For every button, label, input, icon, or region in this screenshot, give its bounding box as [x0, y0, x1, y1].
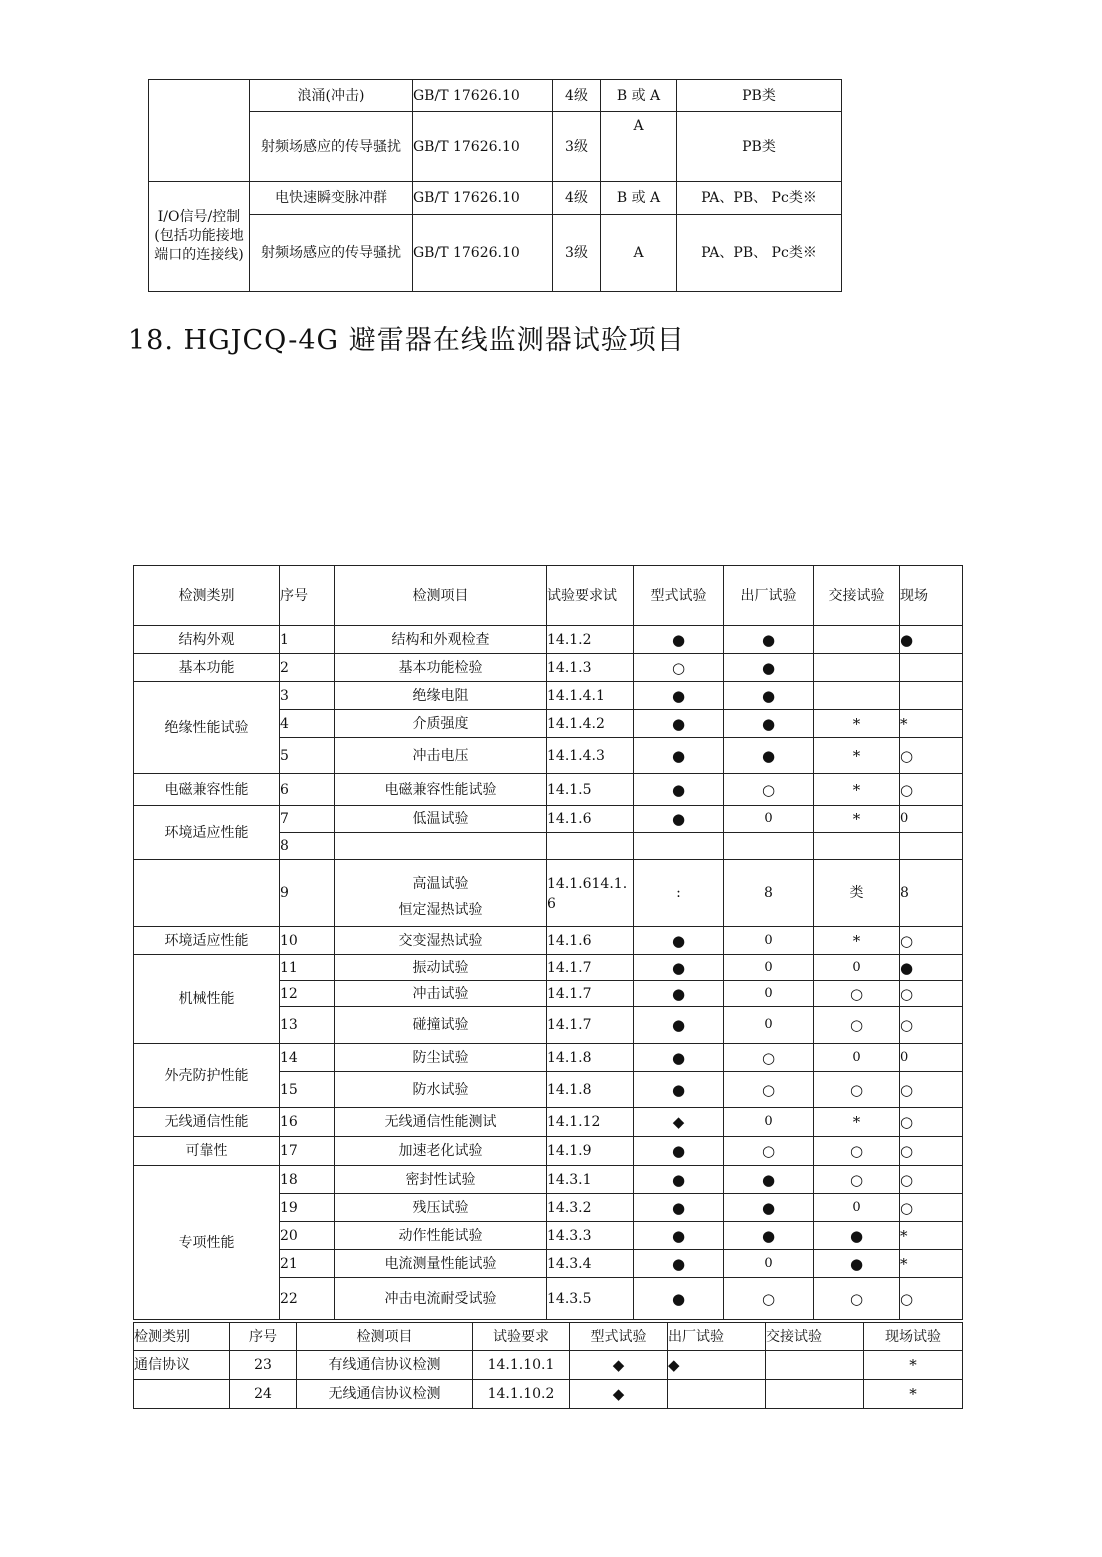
- req-cell: 14.1.7: [547, 955, 634, 981]
- item-cell: [335, 833, 547, 860]
- factory-cell: [724, 833, 814, 860]
- item-cell: 结构和外观检查: [335, 626, 547, 654]
- handover-cell: [814, 654, 900, 682]
- category-cell: 可靠性: [134, 1137, 280, 1166]
- item-cell: 无线通信协议检测: [297, 1380, 473, 1409]
- table-row: [134, 955, 963, 981]
- type-cell: ●: [634, 1166, 724, 1194]
- field-cell: ○: [900, 1278, 963, 1320]
- table-row: [134, 927, 963, 955]
- type-cell: ●: [634, 774, 724, 806]
- item-cell: 防水试验: [335, 1072, 547, 1108]
- req-cell: 14.1.8: [547, 1072, 634, 1108]
- field-cell: ○: [900, 1194, 963, 1222]
- req-cell: [547, 833, 634, 860]
- item-cell: 低温试验: [335, 806, 547, 833]
- factory-cell: ○: [724, 774, 814, 806]
- field-cell: ○: [900, 1166, 963, 1194]
- item-cell: 防尘试验: [335, 1044, 547, 1072]
- handover-cell: *: [814, 710, 900, 738]
- factory-cell: 0: [724, 1250, 814, 1278]
- class-cell: PB类: [677, 80, 842, 112]
- header-field: 现场: [900, 566, 963, 626]
- table-header-row: [134, 1323, 963, 1351]
- req-cell: 14.1.9: [547, 1137, 634, 1166]
- req-cell: 14.1.10.2: [473, 1380, 570, 1409]
- table-row: [134, 774, 963, 806]
- table-row: [134, 654, 963, 682]
- type-cell: ●: [634, 981, 724, 1007]
- item-cell: 介质强度: [335, 710, 547, 738]
- no-cell: 16: [280, 1108, 335, 1137]
- item-cell: 射频场感应的传导骚扰: [250, 112, 413, 182]
- type-cell: ●: [634, 927, 724, 955]
- factory-cell: ●: [724, 738, 814, 774]
- category-cell: 专项性能: [134, 1166, 280, 1320]
- table-row: [134, 626, 963, 654]
- req-cell: 14.1.12: [547, 1108, 634, 1137]
- no-cell: 23: [230, 1351, 297, 1380]
- level-cell: 3级: [553, 112, 601, 182]
- level-cell: 3级: [553, 215, 601, 292]
- req-cell: 14.1.4.1: [547, 682, 634, 710]
- factory-cell: ○: [724, 1137, 814, 1166]
- header-handover: 交接试验: [814, 566, 900, 626]
- handover-cell: ○: [814, 1072, 900, 1108]
- item-line-2: 恒定湿热试验: [398, 902, 483, 918]
- factory-cell: 0: [724, 927, 814, 955]
- no-cell: 20: [280, 1222, 335, 1250]
- item-cell: 电流测量性能试验: [335, 1250, 547, 1278]
- handover-cell: [814, 682, 900, 710]
- port-cell: [149, 80, 250, 182]
- factory-cell: 0: [724, 1007, 814, 1044]
- handover-cell: 0: [814, 1044, 900, 1072]
- req-cell: 14.1.6: [547, 806, 634, 833]
- factory-cell: 0: [724, 1108, 814, 1137]
- category-cell: 结构外观: [134, 626, 280, 654]
- req-cell: 14.1.5: [547, 774, 634, 806]
- field-cell: ○: [900, 1007, 963, 1044]
- header-no: 序号: [230, 1323, 297, 1351]
- category-cell: 机械性能: [134, 955, 280, 1044]
- header-field: 现场试验: [864, 1323, 963, 1351]
- field-cell: *: [900, 1222, 963, 1250]
- category-cell: [134, 1380, 230, 1409]
- factory-cell: ●: [724, 1194, 814, 1222]
- category-cell: 环境适应性能: [134, 927, 280, 955]
- category-cell: 电磁兼容性能: [134, 774, 280, 806]
- req-cell: 14.1.4.3: [547, 738, 634, 774]
- handover-cell: ○: [814, 1007, 900, 1044]
- req-cell: 14.1.614.1.6: [547, 860, 634, 927]
- class-cell: PA、PB、 Pc类※: [677, 182, 842, 215]
- type-cell: ●: [634, 955, 724, 981]
- item-cell: 密封性试验: [335, 1166, 547, 1194]
- field-cell: *: [864, 1380, 963, 1409]
- no-cell: 2: [280, 654, 335, 682]
- header-type: 型式试验: [634, 566, 724, 626]
- req-cell: 14.1.6: [547, 927, 634, 955]
- item-cell: 交变湿热试验: [335, 927, 547, 955]
- item-cell: 振动试验: [335, 955, 547, 981]
- no-cell: 18: [280, 1166, 335, 1194]
- type-cell: :: [634, 860, 724, 927]
- std-cell: GB/T 17626.10: [413, 215, 553, 292]
- factory-cell: ●: [724, 1222, 814, 1250]
- type-cell: [634, 833, 724, 860]
- handover-cell: 0: [814, 955, 900, 981]
- handover-cell: *: [814, 927, 900, 955]
- type-cell: ●: [634, 1044, 724, 1072]
- no-cell: 13: [280, 1007, 335, 1044]
- type-cell: ●: [634, 1072, 724, 1108]
- no-cell: 14: [280, 1044, 335, 1072]
- field-cell: 8: [900, 860, 963, 927]
- field-cell: ○: [900, 1108, 963, 1137]
- field-cell: *: [900, 710, 963, 738]
- req-cell: 14.1.10.1: [473, 1351, 570, 1380]
- emc-table: [148, 79, 842, 292]
- header-no: 序号: [280, 566, 335, 626]
- header-factory: 出厂试验: [724, 566, 814, 626]
- item-cell: 电磁兼容性能试验: [335, 774, 547, 806]
- no-cell: 8: [280, 833, 335, 860]
- no-cell: 10: [280, 927, 335, 955]
- no-cell: 3: [280, 682, 335, 710]
- comm-protocol-table: [133, 1322, 963, 1409]
- factory-cell: ○: [724, 1278, 814, 1320]
- item-cell: 电快速瞬变脉冲群: [250, 182, 413, 215]
- field-cell: [900, 682, 963, 710]
- handover-cell: *: [814, 738, 900, 774]
- factory-cell: ◆: [668, 1351, 766, 1380]
- item-cell: 绝缘电阻: [335, 682, 547, 710]
- class-cell: PB类: [677, 112, 842, 182]
- no-cell: 5: [280, 738, 335, 774]
- table-row: [149, 80, 842, 112]
- item-line-1: 高温试验: [412, 876, 469, 892]
- factory-cell: ●: [724, 654, 814, 682]
- item-cell: 无线通信性能测试: [335, 1108, 547, 1137]
- no-cell: 4: [280, 710, 335, 738]
- field-cell: *: [864, 1351, 963, 1380]
- field-cell: ○: [900, 981, 963, 1007]
- table-row: [134, 1137, 963, 1166]
- type-cell: ○: [634, 654, 724, 682]
- req-cell: 14.1.7: [547, 1007, 634, 1044]
- field-cell: 0: [900, 806, 963, 833]
- table-row: [134, 682, 963, 710]
- header-item: 检测项目: [297, 1323, 473, 1351]
- field-cell: ○: [900, 927, 963, 955]
- category-cell: 无线通信性能: [134, 1108, 280, 1137]
- factory-cell: ○: [724, 1072, 814, 1108]
- table-row: [149, 182, 842, 215]
- req-cell: 14.3.3: [547, 1222, 634, 1250]
- type-cell: ◆: [634, 1108, 724, 1137]
- handover-cell: 0: [814, 1194, 900, 1222]
- item-cell: 有线通信协议检测: [297, 1351, 473, 1380]
- factory-cell: 8: [724, 860, 814, 927]
- table-row: [134, 806, 963, 833]
- table-row: [134, 1380, 963, 1409]
- no-cell: 19: [280, 1194, 335, 1222]
- std-cell: GB/T 17626.10: [413, 182, 553, 215]
- table-row: [149, 112, 842, 182]
- handover-cell: [814, 833, 900, 860]
- no-cell: 9: [280, 860, 335, 927]
- handover-cell: ●: [814, 1222, 900, 1250]
- no-cell: 15: [280, 1072, 335, 1108]
- no-cell: 12: [280, 981, 335, 1007]
- category-cell: 基本功能: [134, 654, 280, 682]
- criterion-cell: B 或 A: [601, 182, 677, 215]
- no-cell: 7: [280, 806, 335, 833]
- category-cell: 通信协议: [134, 1351, 230, 1380]
- req-cell: 14.1.4.2: [547, 710, 634, 738]
- handover-cell: ○: [814, 981, 900, 1007]
- req-cell: 14.3.4: [547, 1250, 634, 1278]
- field-cell: ●: [900, 955, 963, 981]
- category-cell: 环境适应性能: [134, 806, 280, 860]
- test-items-table: [133, 565, 963, 1320]
- std-cell: GB/T 17626.10: [413, 112, 553, 182]
- type-cell: ●: [634, 682, 724, 710]
- section-heading: 18. HGJCQ-4G 避雷器在线监测器试验项目: [128, 325, 685, 356]
- category-cell: 外壳防护性能: [134, 1044, 280, 1108]
- table-row: [134, 1108, 963, 1137]
- category-cell: 绝缘性能试验: [134, 682, 280, 774]
- item-cell: 冲击试验: [335, 981, 547, 1007]
- category-cell: [134, 860, 280, 927]
- field-cell: ○: [900, 1137, 963, 1166]
- no-cell: 24: [230, 1380, 297, 1409]
- table-row: [134, 1166, 963, 1194]
- factory-cell: 0: [724, 806, 814, 833]
- handover-cell: [766, 1351, 864, 1380]
- criterion-cell: B 或 A: [601, 80, 677, 112]
- no-cell: 21: [280, 1250, 335, 1278]
- type-cell: ●: [634, 1278, 724, 1320]
- field-cell: ●: [900, 626, 963, 654]
- item-cell: 冲击电流耐受试验: [335, 1278, 547, 1320]
- table-header-row: [134, 566, 963, 626]
- table-row: [134, 860, 963, 927]
- no-cell: 11: [280, 955, 335, 981]
- no-cell: 1: [280, 626, 335, 654]
- factory-cell: ●: [724, 626, 814, 654]
- header-category: 检测类别: [134, 1323, 230, 1351]
- req-cell: 14.3.5: [547, 1278, 634, 1320]
- handover-cell: ○: [814, 1137, 900, 1166]
- factory-cell: ●: [724, 710, 814, 738]
- field-cell: ○: [900, 774, 963, 806]
- type-cell: ◆: [570, 1351, 668, 1380]
- port-cell: I/O信号/控制(包括功能接地端口的连接线): [149, 182, 250, 292]
- table-row: [134, 1351, 963, 1380]
- field-cell: 0: [900, 1044, 963, 1072]
- factory-cell: ○: [724, 1044, 814, 1072]
- level-cell: 4级: [553, 182, 601, 215]
- field-cell: *: [900, 1250, 963, 1278]
- type-cell: ●: [634, 1194, 724, 1222]
- type-cell: ●: [634, 710, 724, 738]
- req-cell: 14.3.2: [547, 1194, 634, 1222]
- no-cell: 6: [280, 774, 335, 806]
- factory-cell: [668, 1380, 766, 1409]
- handover-cell: ○: [814, 1278, 900, 1320]
- req-cell: 14.1.7: [547, 981, 634, 1007]
- criterion-cell: A: [601, 215, 677, 292]
- field-cell: [900, 654, 963, 682]
- type-cell: ●: [634, 806, 724, 833]
- factory-cell: ●: [724, 682, 814, 710]
- req-cell: 14.1.8: [547, 1044, 634, 1072]
- field-cell: [900, 833, 963, 860]
- item-cell: 动作性能试验: [335, 1222, 547, 1250]
- handover-cell: ○: [814, 1166, 900, 1194]
- factory-cell: 0: [724, 981, 814, 1007]
- handover-cell: *: [814, 774, 900, 806]
- item-cell: 加速老化试验: [335, 1137, 547, 1166]
- item-cell: 冲击电压: [335, 738, 547, 774]
- table-row: [134, 1044, 963, 1072]
- handover-cell: *: [814, 1108, 900, 1137]
- type-cell: ●: [634, 1007, 724, 1044]
- class-cell: PA、PB、 Pc类※: [677, 215, 842, 292]
- item-cell: 碰撞试验: [335, 1007, 547, 1044]
- header-handover: 交接试验: [766, 1323, 864, 1351]
- req-cell: 14.1.3: [547, 654, 634, 682]
- no-cell: 17: [280, 1137, 335, 1166]
- item-cell: 射频场感应的传导骚扰: [250, 215, 413, 292]
- criterion-cell: A: [601, 112, 677, 182]
- type-cell: ●: [634, 626, 724, 654]
- type-cell: ●: [634, 1250, 724, 1278]
- type-cell: ◆: [570, 1380, 668, 1409]
- item-cell: 浪涌(冲击): [250, 80, 413, 112]
- type-cell: ●: [634, 738, 724, 774]
- item-cell: [335, 860, 547, 927]
- req-cell: 14.3.1: [547, 1166, 634, 1194]
- header-item: 检测项目: [335, 566, 547, 626]
- no-cell: 22: [280, 1278, 335, 1320]
- level-cell: 4级: [553, 80, 601, 112]
- header-req: 试验要求: [473, 1323, 570, 1351]
- handover-cell: *: [814, 806, 900, 833]
- table-row: [149, 215, 842, 292]
- factory-cell: 0: [724, 955, 814, 981]
- req-cell: 14.1.2: [547, 626, 634, 654]
- item-cell: 基本功能检验: [335, 654, 547, 682]
- field-cell: ○: [900, 738, 963, 774]
- factory-cell: ●: [724, 1166, 814, 1194]
- handover-cell: [766, 1380, 864, 1409]
- type-cell: ●: [634, 1137, 724, 1166]
- field-cell: ○: [900, 1072, 963, 1108]
- std-cell: GB/T 17626.10: [413, 80, 553, 112]
- handover-cell: 类: [814, 860, 900, 927]
- header-factory: 出厂试验: [668, 1323, 766, 1351]
- handover-cell: [814, 626, 900, 654]
- type-cell: ●: [634, 1222, 724, 1250]
- item-cell: 残压试验: [335, 1194, 547, 1222]
- handover-cell: ●: [814, 1250, 900, 1278]
- header-category: 检测类别: [134, 566, 280, 626]
- header-req: 试验要求试: [547, 566, 634, 626]
- header-type: 型式试验: [570, 1323, 668, 1351]
